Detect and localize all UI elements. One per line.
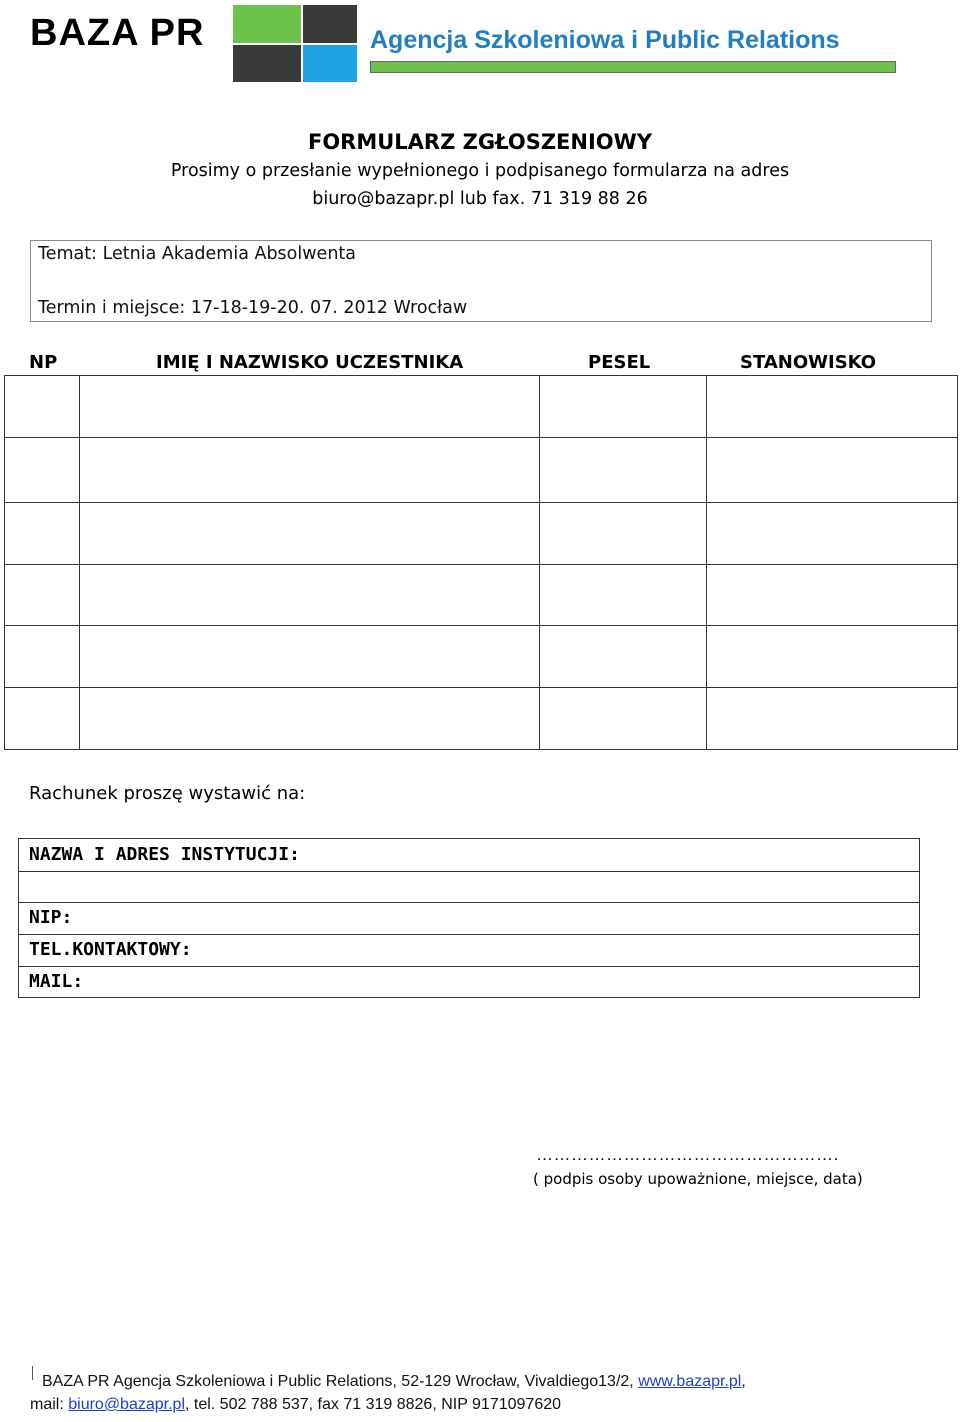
phone-label: TEL.KONTAKTOWY: bbox=[29, 939, 192, 960]
mail-label: MAIL: bbox=[29, 971, 84, 992]
intro-contact: biuro@bazapr.pl lub fax. 71 319 88 26 bbox=[312, 189, 648, 209]
footnote-marker bbox=[32, 1366, 33, 1380]
column-header-name: IMIĘ I NAZWISKO UCZESTNIKA bbox=[156, 352, 464, 373]
email-link[interactable]: biuro@bazapr.pl bbox=[68, 1396, 185, 1413]
logo-dark-square bbox=[233, 45, 301, 82]
form-title: FORMULARZ ZGŁOSZENIOWY bbox=[307, 130, 653, 154]
brand-name: BAZA PR bbox=[30, 12, 205, 54]
nip-label: NIP: bbox=[29, 907, 73, 928]
invoice-lead-text: Rachunek proszę wystawić na: bbox=[29, 783, 306, 804]
column-header-pesel: PESEL bbox=[588, 352, 651, 373]
footer-separator: , bbox=[741, 1373, 746, 1390]
intro-text: Prosimy o przesłanie wypełnionego i podpisanego formularza na adres bbox=[170, 161, 790, 181]
signature-line: ……………………………………………. bbox=[536, 1145, 839, 1164]
footer-address-line bbox=[42, 1373, 746, 1391]
table-cell-position[interactable] bbox=[707, 376, 957, 437]
logo-dark-square bbox=[303, 5, 357, 43]
column-header-np: NP bbox=[29, 352, 58, 373]
institution-name-label: NAZWA I ADRES INSTYTUCJI: bbox=[29, 844, 300, 865]
footer-contact-details: , tel. 502 788 537, fax 71 319 8826, NIP 9171097620 bbox=[185, 1396, 562, 1413]
logo-blue-square bbox=[303, 45, 357, 82]
website-link[interactable]: www.bazapr.pl bbox=[638, 1373, 742, 1390]
footer-contact-line bbox=[30, 1396, 561, 1414]
column-header-position: STANOWISKO bbox=[740, 352, 877, 373]
brand-logo bbox=[233, 5, 357, 82]
logo-green-square bbox=[233, 5, 301, 43]
participants-table bbox=[4, 375, 958, 750]
signature-caption: ( podpis osoby upoważnione, miejsce, data) bbox=[533, 1170, 863, 1188]
footer-address: BAZA PR Agencja Szkoleniowa i Public Relations, 52-129 Wrocław, Vivaldiego13/2, bbox=[42, 1373, 639, 1390]
brand-tagline: Agencja Szkoleniowa i Public Relations bbox=[370, 26, 840, 54]
event-topic: Temat: Letnia Akademia Absolwenta bbox=[38, 244, 356, 264]
tagline-underline-bar bbox=[370, 61, 896, 73]
table-cell-name[interactable] bbox=[80, 376, 539, 437]
footer-mail-prefix: mail: bbox=[30, 1396, 69, 1413]
institution-address-field[interactable] bbox=[19, 871, 919, 901]
table-cell-np[interactable] bbox=[5, 376, 79, 437]
event-term: Termin i miejsce: 17-18-19-20. 07. 2012 Wrocław bbox=[38, 298, 468, 318]
table-cell-pesel[interactable] bbox=[540, 376, 706, 437]
